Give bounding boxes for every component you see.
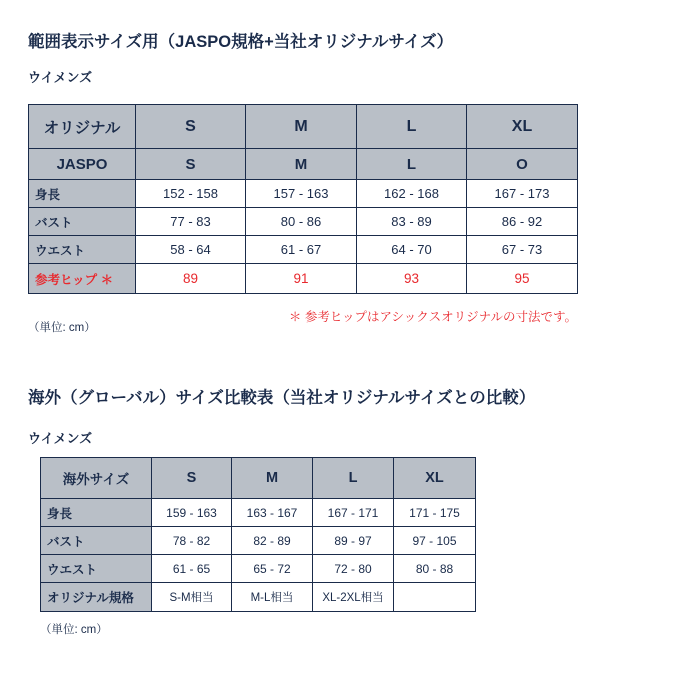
header-size-m: M [246, 105, 357, 149]
section-1-subtitle: ウイメンズ [28, 70, 93, 85]
cell-value: 65 - 72 [232, 555, 313, 583]
jaspo-row [29, 149, 578, 180]
cell-value: 167 - 171 [313, 499, 394, 527]
section-1-table-wrapper [28, 104, 578, 294]
cell-value: 67 - 73 [467, 236, 578, 264]
cell-value: 86 - 92 [467, 208, 578, 236]
jaspo-size-s: S [136, 149, 246, 180]
cell-value-hip: 89 [136, 264, 246, 294]
jaspo-size-m: M [246, 149, 357, 180]
section-1-title: 範囲表示サイズ用（JASPO規格+当社オリジナルサイズ） [28, 33, 454, 51]
cell-value: 58 - 64 [136, 236, 246, 264]
row-label: ウエスト [29, 236, 136, 264]
section-2-table-wrapper [40, 457, 476, 612]
table-row-original-spec [41, 583, 476, 612]
cell-value: 162 - 168 [357, 180, 467, 208]
table-row [41, 499, 476, 527]
cell-value: M-L相当 [232, 583, 313, 612]
header-size-l: L [357, 105, 467, 149]
table-row [41, 555, 476, 583]
row-label: オリジナル規格 [41, 583, 152, 612]
cell-value: 89 - 97 [313, 527, 394, 555]
jaspo-size-l: L [357, 149, 467, 180]
cell-value: 167 - 173 [467, 180, 578, 208]
table-row [29, 208, 578, 236]
cell-value-hip: 95 [467, 264, 578, 294]
header-size-s: S [136, 105, 246, 149]
table-row [41, 527, 476, 555]
section-2-unit-note: （単位: cm） [40, 624, 108, 636]
cell-value: 163 - 167 [232, 499, 313, 527]
cell-value: 83 - 89 [357, 208, 467, 236]
row-label: バスト [29, 208, 136, 236]
cell-value: S-M相当 [152, 583, 232, 612]
cell-value: 171 - 175 [394, 499, 476, 527]
cell-value: 78 - 82 [152, 527, 232, 555]
row-label: 身長 [41, 499, 152, 527]
cell-value: 82 - 89 [232, 527, 313, 555]
row-label: ウエスト [41, 555, 152, 583]
cell-value: 159 - 163 [152, 499, 232, 527]
header-size-xl: XL [467, 105, 578, 149]
hip-footnote: ＊ 参考ヒップはアシックスオリジナルの寸法です。 [288, 310, 577, 324]
cell-value: 61 - 67 [246, 236, 357, 264]
header-size-xl: XL [394, 458, 476, 499]
cell-value: 80 - 86 [246, 208, 357, 236]
header-size-s: S [152, 458, 232, 499]
cell-value: XL-2XL相当 [313, 583, 394, 612]
cell-value: 72 - 80 [313, 555, 394, 583]
cell-value: 157 - 163 [246, 180, 357, 208]
table-header-row [41, 458, 476, 499]
section-2-subtitle: ウイメンズ [28, 431, 93, 446]
jaspo-size-table [28, 104, 578, 294]
row-label: 身長 [29, 180, 136, 208]
cell-value: 152 - 158 [136, 180, 246, 208]
jaspo-label: JASPO [29, 149, 136, 180]
table-header-row [29, 105, 578, 149]
section-1-unit-note: （単位: cm） [28, 322, 96, 334]
header-original-label: オリジナル [29, 105, 136, 149]
cell-value-hip: 91 [246, 264, 357, 294]
cell-value: 80 - 88 [394, 555, 476, 583]
cell-value: 97 - 105 [394, 527, 476, 555]
cell-value: 64 - 70 [357, 236, 467, 264]
cell-value: 77 - 83 [136, 208, 246, 236]
cell-value-empty [394, 583, 476, 612]
cell-value: 61 - 65 [152, 555, 232, 583]
section-2-title: 海外（グローバル）サイズ比較表（当社オリジナルサイズとの比較） [28, 389, 536, 407]
header-global-label: 海外サイズ [41, 458, 152, 499]
table-row [29, 180, 578, 208]
row-label: バスト [41, 527, 152, 555]
header-size-l: L [313, 458, 394, 499]
table-row-hip [29, 264, 578, 294]
table-row [29, 236, 578, 264]
cell-value-hip: 93 [357, 264, 467, 294]
header-size-m: M [232, 458, 313, 499]
row-label-hip: 参考ヒップ ＊ [29, 264, 136, 294]
global-size-table [40, 457, 476, 612]
jaspo-size-o: O [467, 149, 578, 180]
